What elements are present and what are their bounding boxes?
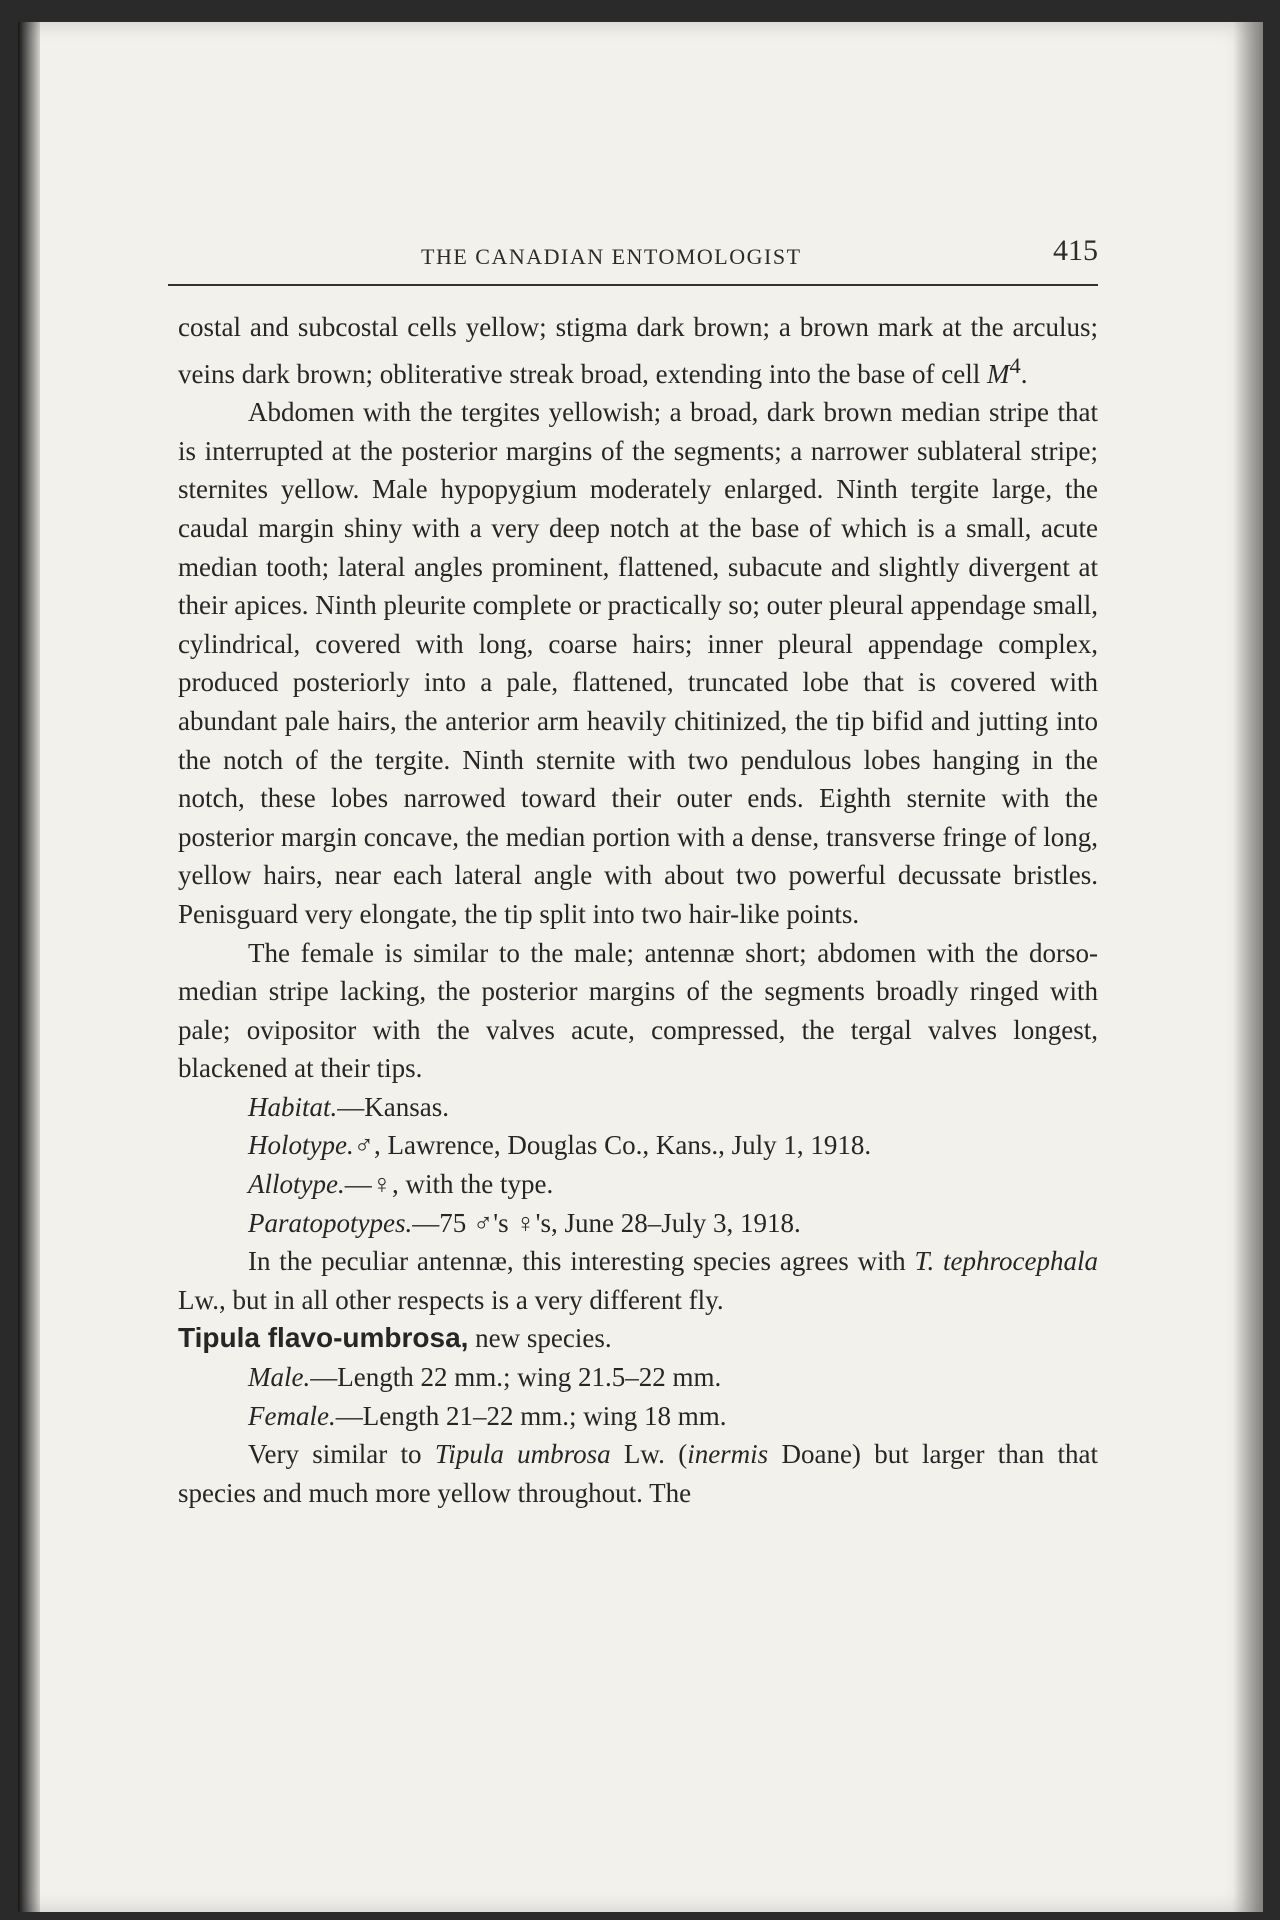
male-measurement-line: Male.—Length 22 mm.; wing 21.5–22 mm. [248, 1362, 722, 1393]
page-number: 415 [1053, 234, 1098, 267]
running-header [163, 232, 1098, 272]
paragraph-similarity: Very similar to Tipula umbrosa Lw. (inermis Doane) but larger than that species and much more yellow throughout. The [178, 1439, 1098, 1508]
species-name: Tipula flavo-umbrosa, [178, 1322, 469, 1354]
paragraph-wing-continuation: costal and subcostal cells yellow; stigma dark brown; a brown mark at the arculus; veins dark brown; obliterative streak broad, extending into the base of cell $M^4$. [178, 312, 1098, 389]
paratopotypes-line: Paratopotypes.—75 ♂'s ♀'s, June 28–July 3, 1918. [248, 1207, 801, 1238]
holotype-line: Holotype.♂, Lawrence, Douglas Co., Kans., July 1, 1918. [248, 1130, 872, 1161]
paragraph-abdomen: Abdomen with the tergites yellowish; a broad, dark brown median stripe that is interrupted at the posterior margins of the segments; a narrower sublateral stripe; sternites yellow. Male hypopygium moderately enlarged. Ninth tergite large, the caudal margin shiny with a very deep notch at the base of which is a small, acute median tooth; lateral angles prominent, flattened, subacute and slightly divergent at their apices. Ninth pleurite complete or practically so; outer pleural appendage small, cylindrical, covered with long, coarse hairs; inner pleural appendage complex, produced posteriorly into a pale, flattened, truncated lobe that is covered with abundant pale hairs, the anterior arm heavily chitinized, the tip bifid and jutting into the notch of the tergite. Ninth sternite with two pendulous lobes hanging in the notch, these lobes narrowed toward their outer ends. Eighth sternite with the posterior margin concave, the median portion with a dense, transverse fringe of long, yellow hairs, near each lateral angle with about two powerful decussate bristles. Penisguard very elongate, the tip split into two hair-like points. [178, 397, 1098, 929]
journal-title: THE CANADIAN ENTOMOLOGIST [421, 244, 802, 269]
book-spine-shadow [18, 22, 40, 1912]
allotype-line: Allotype.—♀, with the type. [248, 1169, 554, 1200]
habitat-line: Habitat.—Kansas. [248, 1091, 449, 1122]
paragraph-female: The female is similar to the male; antennæ short; abdomen with the dorso-median stripe lacking, the posterior margins of the segments broadly ringed with pale; ovipositor with the valves acute, compressed, the tergal valves longest, blackened at their tips. [178, 937, 1098, 1084]
female-measurement-line: Female.—Length 21–22 mm.; wing 18 mm. [248, 1400, 727, 1431]
cell-label: M [987, 358, 1010, 389]
document-page [18, 22, 1263, 1912]
header-rule [168, 284, 1098, 286]
paragraph-comparison: In the peculiar antennæ, this interesting species agrees with T. tephrocephala Lw., but in all other respects is a very different fly. [178, 1246, 1098, 1315]
article-body [178, 308, 1098, 1512]
page-edge-shadow [1233, 22, 1263, 1912]
species-heading: Tipula flavo-umbrosa, new species. [178, 1322, 612, 1354]
